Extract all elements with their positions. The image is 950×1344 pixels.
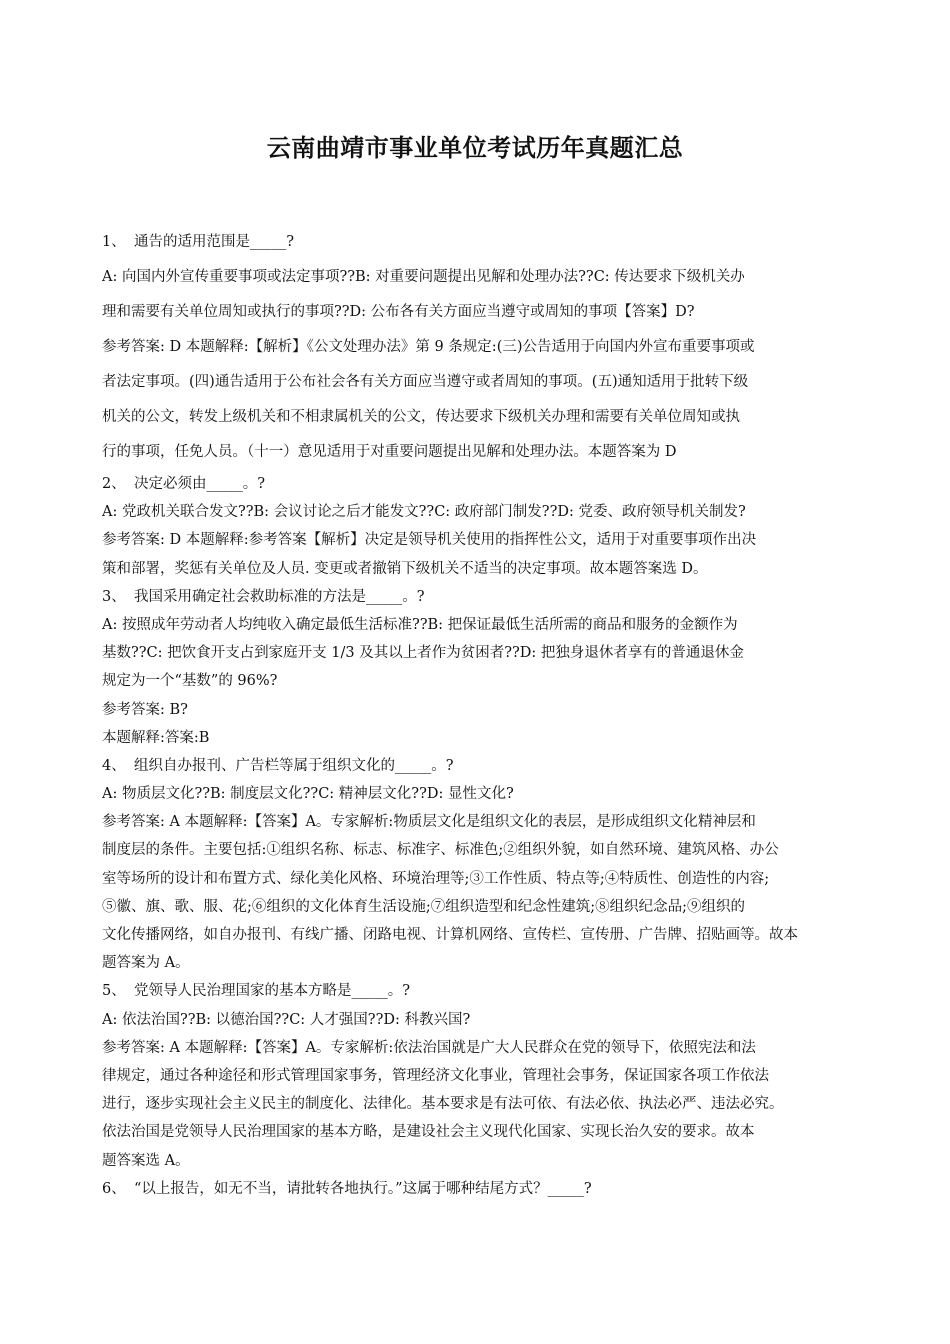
- question-line: [102, 977, 848, 1005]
- text-line: 理和需要有关单位周知或执行的事项??D: 公布各有关方面应当遵守或周知的事项【答案】D?: [102, 304, 695, 320]
- text-line: A: 党政机关联合发文??B: 会议讨论之后才能发文??C: 政府部门制发??D: 党委、政府领导机关制发?: [102, 504, 746, 521]
- question-text: 组织自办报刊、广告栏等属于组织文化的_____。?: [134, 757, 454, 774]
- question-line: [102, 583, 848, 611]
- question-text: 决定必须由_____。?: [134, 476, 266, 492]
- text-line: A: 按照成年劳动者人均纯收入确定最低生活标准??B: 把保证最低生活所需的商品和服务的金额作为: [102, 616, 738, 633]
- question-number: 2、: [102, 476, 126, 492]
- question-line: [102, 225, 848, 260]
- question-text: 我国采用确定社会救助标准的方法是_____。?: [134, 588, 425, 605]
- question-line: [102, 752, 848, 780]
- question-number: 4、: [102, 757, 126, 774]
- question-number: 3、: [102, 588, 126, 605]
- question-number: 5、: [102, 983, 126, 1000]
- text-line: 本题解释:答案:B: [102, 729, 210, 746]
- text-line: 者法定事项。(四)通告适用于公布社会各有关方面应当遵守或者周知的事项。(五)通知适用于批转下级: [102, 374, 749, 390]
- text-line: 策和部署，奖惩有关单位及人员. 变更或者撤销下级机关不适当的决定事项。故本题答案选 D。: [102, 560, 708, 577]
- text-line: 基数??C: 把饮食开支占到家庭开支 1/3 及其以上者作为贫困者??D: 把独身退休者享有的普通退休金: [102, 645, 744, 662]
- text-line: 参考答案: A 本题解释:【答案】A。专家解析:依法治国就是广大人民群众在党的领导下，依照宪法和法: [102, 1039, 756, 1056]
- question-line: [102, 1175, 848, 1203]
- text-line: 参考答案: D 本题解释:参考答案【解析】决定是领导机关使用的指挥性公文，适用于对重要事项作出决: [102, 532, 757, 549]
- question-number: 6、: [102, 1180, 126, 1197]
- question-text: “以上报告，如无不当，请批转各地执行。”这属于哪种结尾方式？_____?: [134, 1180, 592, 1197]
- question-number: 1、: [102, 234, 126, 250]
- text-line: 题答案选 A。: [102, 1152, 190, 1169]
- text-line: 进行，逐步实现社会主义民主的制度化、法律化。基本要求是有法可依、有法必依、执法必严、违法必究。: [102, 1096, 784, 1113]
- text-line: 文化传播网络，如自办报刊、有线广播、闭路电视、计算机网络、宣传栏、宣传册、广告牌、招贴画等。故本: [102, 927, 798, 943]
- questions-2-6-block: [102, 470, 848, 1203]
- text-line: 室等场所的设计和布置方式、绿化美化风格、环境治理等;③工作性质、特点等;④特质性、创造性的内容;: [102, 870, 770, 887]
- text-line: 参考答案: D 本题解释:【解析】《公文处理办法》第 9 条规定:(三)公告适用于向国内外宣布重要事项或: [102, 339, 755, 355]
- text-line: 题答案为 A。: [102, 955, 190, 972]
- question-text: 党领导人民治理国家的基本方略是_____。?: [134, 983, 411, 1000]
- text-line: 规定为一个“基数”的 96%?: [102, 673, 278, 690]
- text-line: 行的事项，任免人员。（十一）意见适用于对重要问题提出见解和处理办法。本题答案为 D: [102, 444, 677, 460]
- text-line: 依法治国是党领导人民治理国家的基本方略，是建设社会主义现代化国家、实现长治久安的要求。故本: [102, 1124, 755, 1141]
- text-line: A: 向国内外宣传重要事项或法定事项??B: 对重要问题提出见解和处理办法??C: 传达要求下级机关办: [102, 269, 745, 285]
- text-line: 机关的公文，转发上级机关和不相隶属机关的公文，传达要求下级机关办理和需要有关单位周知或执: [102, 409, 740, 425]
- text-line: 制度层的条件。主要包括:①组织名称、标志、标准字、标准色;②组织外貌，如自然环境、建筑风格、办公: [102, 842, 779, 859]
- page-title: 云南曲靖市事业单位考试历年真题汇总: [266, 134, 684, 162]
- text-line: A: 依法治国??B: 以德治国??C: 人才强国??D: 科教兴国?: [102, 1011, 471, 1028]
- question-1-block: [102, 225, 848, 470]
- text-line: 律规定，通过各种途径和形式管理国家事务，管理经济文化事业，管理社会事务，保证国家各项工作依法: [102, 1067, 769, 1084]
- text-line: ⑤徽、旗、歌、服、花;⑥组织的文化体育生活设施;⑦组织造型和纪念性建筑;⑧组织纪念品;⑨组织的: [102, 898, 746, 915]
- question-text: 通告的适用范围是_____?: [134, 234, 295, 250]
- question-line: [102, 470, 848, 498]
- text-line: 参考答案: B?: [102, 701, 188, 718]
- text-line: A: 物质层文化??B: 制度层文化??C: 精神层文化??D: 显性文化?: [102, 786, 514, 803]
- text-line: 参考答案: A 本题解释:【答案】A。专家解析:物质层文化是组织文化的表层，是形成组织文化精神层和: [102, 814, 756, 831]
- document-body: [102, 225, 848, 1203]
